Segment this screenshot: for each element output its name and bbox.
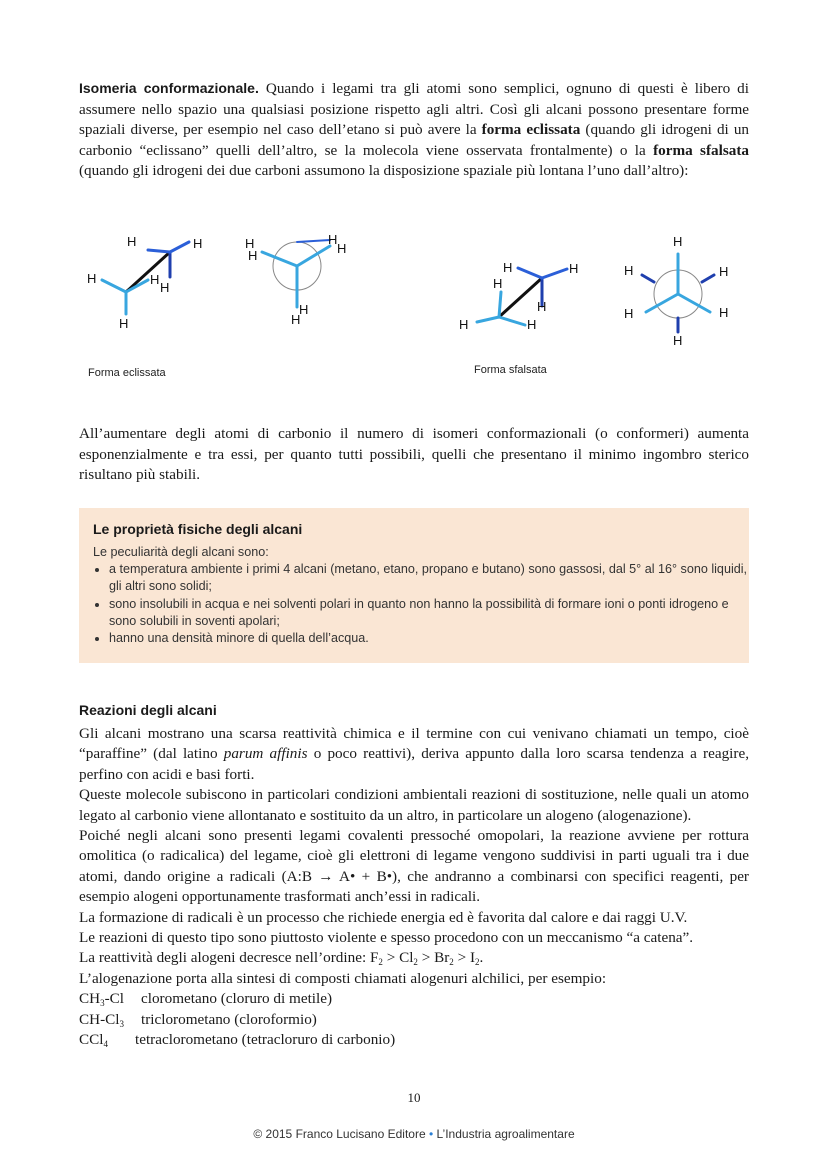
reactions-paragraph-2: Queste molecole subiscono in particolari condizioni ambientali reazioni di sostituzione, nelle quali un atomo legato al carbonio viene allontanato e sostituito da un altro, in particolare un alogeno (alogenazione).: [79, 786, 749, 824]
list-item: • sono insolubili in acqua e nei solventi polari in quanto non hanno la possibilità di formare ioni o ponti idrogeno e sono solubili in soventi apolari;: [109, 596, 754, 631]
bond: [702, 275, 714, 282]
properties-list: [93, 561, 754, 647]
atom-label: H: [193, 236, 203, 251]
box-intro: Le peculiarità degli alcani sono:: [93, 545, 269, 559]
atom-label: H: [719, 264, 729, 279]
atom-label: H: [150, 272, 160, 287]
term-eclipsed-form: forma eclissata: [481, 121, 581, 139]
atom-label: H: [624, 306, 634, 321]
ethane-diagrams-svg: [78, 222, 758, 387]
formula-list: [79, 989, 749, 1050]
intro-paragraph: [79, 78, 749, 182]
bond: [499, 292, 501, 317]
bond: [542, 269, 567, 278]
section-lead-conformational-isomerism: Isomeria conformazionale.: [79, 80, 259, 96]
formula-row: [79, 989, 749, 1009]
staggered-newman-diagram: [624, 234, 728, 348]
compound-name: clorometano (cloruro di metile): [141, 990, 333, 1008]
bond: [518, 268, 542, 278]
reactions-paragraph-7: L’alogenazione porta alla sintesi di composti chiamati alogenuri alchilici, per esempio:: [79, 969, 607, 987]
halogen-order: La reattività degli alogeni decresce nell’ordine: $F_2 > Cl_2 > Br_2 > I_2$.: [79, 949, 484, 968]
bond: [102, 280, 126, 292]
formula: $CH-Cl_3$: [79, 1010, 125, 1029]
list-item: • hanno una densità minore di quella dell’acqua.: [109, 630, 754, 647]
atom-label: H: [337, 241, 347, 256]
atom-label: H: [291, 312, 301, 327]
atom-label: H: [537, 299, 547, 314]
copyright: © 2015 Franco Lucisano Editore: [253, 1127, 426, 1141]
conformers-text: All’aumentare degli atomi di carbonio il numero di isomeri conformazionali (o conformeri) aumenta esponenzialmente e tra essi, per quanto tutti possibili, quelli che presentano il minimo ingombro sterico risultano più stabili.: [79, 425, 749, 484]
page-number: 10: [407, 1090, 421, 1105]
compound-name: tetraclorometano (tetracloruro di carbonio): [135, 1031, 396, 1049]
formula: CCl$_4$: [79, 1031, 108, 1050]
atom-label: H: [624, 263, 634, 278]
atom-label: H: [328, 232, 338, 247]
bond: [642, 275, 654, 282]
intro-text-3: (quando gli idrogeni dei due carboni assumono la disposizione spaziale più lontana l’uno dall’altro):: [79, 162, 689, 180]
caption-staggered-form: Forma sfalsata: [474, 364, 547, 376]
atom-label: H: [245, 236, 255, 251]
formula: $CH_3-Cl$: [79, 990, 125, 1009]
atom-label: H: [527, 317, 537, 332]
atom-label: H: [673, 333, 683, 348]
atom-label: H: [248, 248, 258, 263]
term-staggered-form: forma sfalsata: [653, 141, 749, 159]
reactions-paragraph-3: Poiché negli alcani sono presenti legami covalenti pressoché omopolari, la reazione avviene per rottura omolitica (o radicalica) del legame, cioè gli elettroni di legame vengono suddivisi in parti uguali tra i due atomi, dando origine a radicali (A:B → A• + B•), che andranno a combinarsi con specifici reagenti, per esempio alogeni opportunamente trasformati anch’essi in radicali.: [79, 827, 749, 906]
bond: [148, 250, 170, 252]
footer-separator: •: [428, 1127, 434, 1141]
formula-row: [79, 1030, 749, 1050]
text: La reattività degli alogeni decresce nell’ordine: F: [79, 949, 379, 967]
reactions-paragraph-4: La formazione di radicali è un processo che richiede energia ed è favorita dal calore e dai raggi U.V.: [79, 908, 688, 926]
subscript: 2: [378, 957, 383, 968]
reactions-paragraph-1: [79, 724, 749, 785]
section-title-reactions: Reazioni degli alcani: [79, 702, 217, 718]
latin-term: parum affinis: [223, 745, 308, 763]
bond: [499, 317, 525, 325]
atom-label: H: [299, 302, 309, 317]
bond: [297, 240, 330, 242]
reactions-section: [79, 724, 749, 1051]
bond: [477, 317, 499, 322]
footer: [0, 1127, 828, 1141]
book-title: L’Industria agroalimentare: [436, 1127, 575, 1141]
atom-label: H: [719, 305, 729, 320]
intro-text-1: Quando i legami tra gli atomi sono semplici, ognuno di questi è libero di assumere nello spazio una qualsiasi posizione rispetto agli altri. Così gli alcani possono presentare forme spaziali diverse, per esempio nel caso dell’etano si può avere la: [79, 80, 749, 139]
atom-label: H: [87, 271, 97, 286]
staggered-sawhorse-diagram: [459, 260, 578, 332]
eclipsed-sawhorse-diagram: [87, 234, 202, 331]
atom-label: H: [119, 316, 129, 331]
eclipsed-newman-diagram: [245, 232, 346, 327]
formula-row: [79, 1010, 749, 1030]
compound-name: triclorometano (cloroformio): [141, 1010, 317, 1028]
text: Gli alcani mostrano una scarsa reattività chimica e il termine con cui venivano chiamati un tempo, cioè “paraffine” (dal latino: [79, 725, 749, 763]
atom-label: H: [569, 261, 579, 276]
box-title: Le proprietà fisiche degli alcani: [93, 521, 303, 537]
ethane-conformations-figure: [78, 222, 758, 387]
conformers-paragraph: [79, 424, 749, 486]
text: o poco reattivi), deriva appunto dalla loro scarsa tendenza a reagire, perfino con acidi e basi forti.: [79, 745, 749, 783]
physical-properties-box: [79, 508, 749, 663]
atom-label: H: [160, 280, 170, 295]
atom-label: H: [673, 234, 683, 249]
atom-label: H: [503, 260, 513, 275]
atom-label: H: [127, 234, 137, 249]
atom-label: H: [459, 317, 469, 332]
c-c-bond: [499, 278, 542, 317]
caption-eclipsed-form: Forma eclissata: [88, 367, 166, 379]
intro-text-2: (quando gli idrogeni di un carbonio “eclissano” quelli dell’altro, se la molecola viene osservata frontalmente) o la: [79, 121, 750, 159]
list-item: • a temperatura ambiente i primi 4 alcani (metano, etano, propano e butano) sono gassosi, dal 5° al 16° sono liquidi, gli altri sono solidi;: [109, 561, 754, 596]
bond: [170, 242, 189, 252]
atom-label: H: [493, 276, 503, 291]
reactions-paragraph-5: Le reazioni di questo tipo sono piuttosto violente e spesso procedono con un meccanismo “a catena”.: [79, 929, 694, 947]
